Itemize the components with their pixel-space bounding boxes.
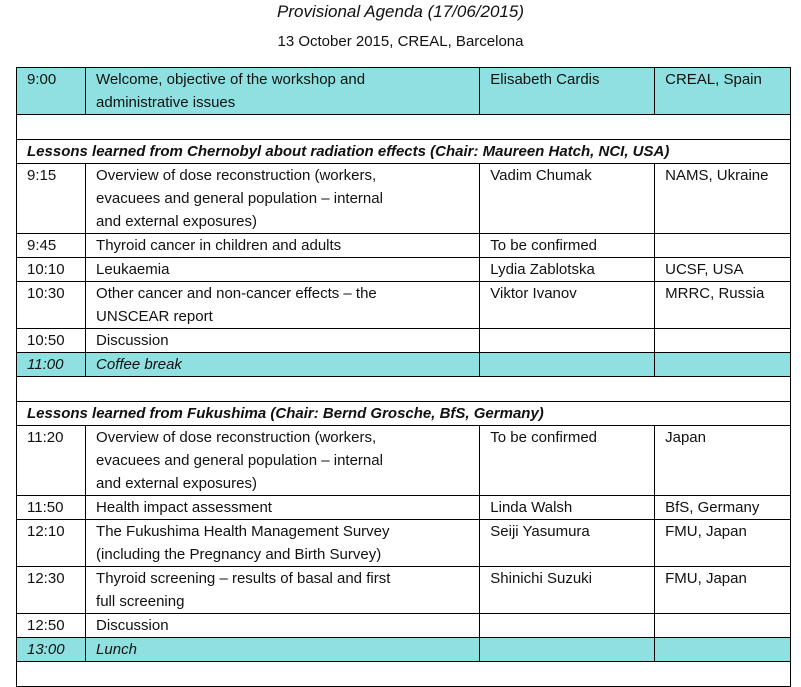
section-header-row <box>17 402 791 426</box>
time-cell: 10:10 <box>17 258 86 282</box>
affiliation-cell: BfS, Germany <box>655 496 791 520</box>
spacer-row <box>17 377 791 402</box>
affiliation-cell <box>655 234 791 258</box>
topic-cell <box>86 68 480 115</box>
time-cell: 12:30 <box>17 567 86 614</box>
topic-cell <box>86 353 480 377</box>
topic-line: Discussion <box>96 332 169 349</box>
topic-line: UNSCEAR report <box>96 308 213 325</box>
section-header: Lessons learned from Fukushima (Chair: Bernd Grosche, BfS, Germany) <box>17 402 791 426</box>
topic-line: evacuees and general population – internal <box>96 452 383 469</box>
topic-cell <box>86 164 480 234</box>
time-cell: 9:15 <box>17 164 86 234</box>
topic-line: Lunch <box>96 641 137 658</box>
affiliation-cell <box>655 329 791 353</box>
spacer-row <box>17 115 791 140</box>
speaker-cell: Elisabeth Cardis <box>480 68 655 115</box>
agenda-row <box>17 614 791 638</box>
speaker-cell: Seiji Yasumura <box>480 520 655 567</box>
time-cell: 9:45 <box>17 234 86 258</box>
time-cell: 13:00 <box>17 638 86 662</box>
time-cell: 9:00 <box>17 68 86 115</box>
spacer-cell <box>17 662 791 687</box>
topic-cell <box>86 258 480 282</box>
time-cell: 11:50 <box>17 496 86 520</box>
speaker-cell: To be confirmed <box>480 426 655 496</box>
topic-line: full screening <box>96 593 185 610</box>
agenda-row <box>17 426 791 496</box>
agenda-row <box>17 353 791 377</box>
topic-line: Health impact assessment <box>96 499 272 516</box>
affiliation-cell: CREAL, Spain <box>655 68 791 115</box>
time-cell: 12:50 <box>17 614 86 638</box>
agenda-table <box>16 67 791 687</box>
affiliation-cell: MRRC, Russia <box>655 282 791 329</box>
topic-line: (including the Pregnancy and Birth Survey) <box>96 546 382 563</box>
time-cell: 12:10 <box>17 520 86 567</box>
topic-cell <box>86 520 480 567</box>
section-header: Lessons learned from Chernobyl about radiation effects (Chair: Maureen Hatch, NCI, USA) <box>17 140 791 164</box>
affiliation-cell: NAMS, Ukraine <box>655 164 791 234</box>
speaker-cell: Viktor Ivanov <box>480 282 655 329</box>
topic-line: evacuees and general population – internal <box>96 190 383 207</box>
spacer-cell <box>17 115 791 140</box>
affiliation-cell <box>655 353 791 377</box>
topic-cell <box>86 614 480 638</box>
spacer-cell <box>17 377 791 402</box>
topic-line: administrative issues <box>96 94 236 111</box>
affiliation-cell: FMU, Japan <box>655 567 791 614</box>
time-cell: 11:00 <box>17 353 86 377</box>
time-cell: 10:30 <box>17 282 86 329</box>
agenda-body <box>17 68 791 687</box>
topic-line: and external exposures) <box>96 475 257 492</box>
spacer-row <box>17 662 791 687</box>
agenda-row <box>17 520 791 567</box>
time-cell: 11:20 <box>17 426 86 496</box>
speaker-cell: Shinichi Suzuki <box>480 567 655 614</box>
affiliation-cell <box>655 614 791 638</box>
topic-cell <box>86 567 480 614</box>
topic-cell <box>86 234 480 258</box>
speaker-cell: Linda Walsh <box>480 496 655 520</box>
topic-line: Overview of dose reconstruction (workers, <box>96 429 377 446</box>
page-subtitle: 13 October 2015, CREAL, Barcelona <box>277 33 524 50</box>
topic-line: Welcome, objective of the workshop and <box>96 71 366 88</box>
topic-cell <box>86 496 480 520</box>
agenda-row <box>17 496 791 520</box>
agenda-row <box>17 329 791 353</box>
agenda-row <box>17 282 791 329</box>
topic-line: Thyroid screening – results of basal and first <box>96 570 391 587</box>
agenda-row <box>17 567 791 614</box>
speaker-cell <box>480 614 655 638</box>
topic-line: Coffee break <box>96 356 182 373</box>
topic-line: Overview of dose reconstruction (workers, <box>96 167 377 184</box>
agenda-row <box>17 164 791 234</box>
topic-cell <box>86 426 480 496</box>
affiliation-cell: UCSF, USA <box>655 258 791 282</box>
topic-line: Other cancer and non-cancer effects – the <box>96 285 377 302</box>
topic-line: and external exposures) <box>96 213 257 230</box>
affiliation-cell: Japan <box>655 426 791 496</box>
topic-line: Thyroid cancer in children and adults <box>96 237 342 254</box>
topic-line: Leukaemia <box>96 261 170 278</box>
agenda-row <box>17 68 791 115</box>
time-cell: 10:50 <box>17 329 86 353</box>
speaker-cell: Lydia Zablotska <box>480 258 655 282</box>
page-title: Provisional Agenda (17/06/2015) <box>277 2 524 21</box>
speaker-cell <box>480 329 655 353</box>
agenda-row <box>17 258 791 282</box>
speaker-cell: To be confirmed <box>480 234 655 258</box>
affiliation-cell: FMU, Japan <box>655 520 791 567</box>
section-header-row <box>17 140 791 164</box>
speaker-cell <box>480 353 655 377</box>
topic-line: The Fukushima Health Management Survey <box>96 523 390 540</box>
speaker-cell: Vadim Chumak <box>480 164 655 234</box>
topic-line: Discussion <box>96 617 169 634</box>
topic-cell <box>86 282 480 329</box>
agenda-row <box>17 234 791 258</box>
topic-cell <box>86 329 480 353</box>
